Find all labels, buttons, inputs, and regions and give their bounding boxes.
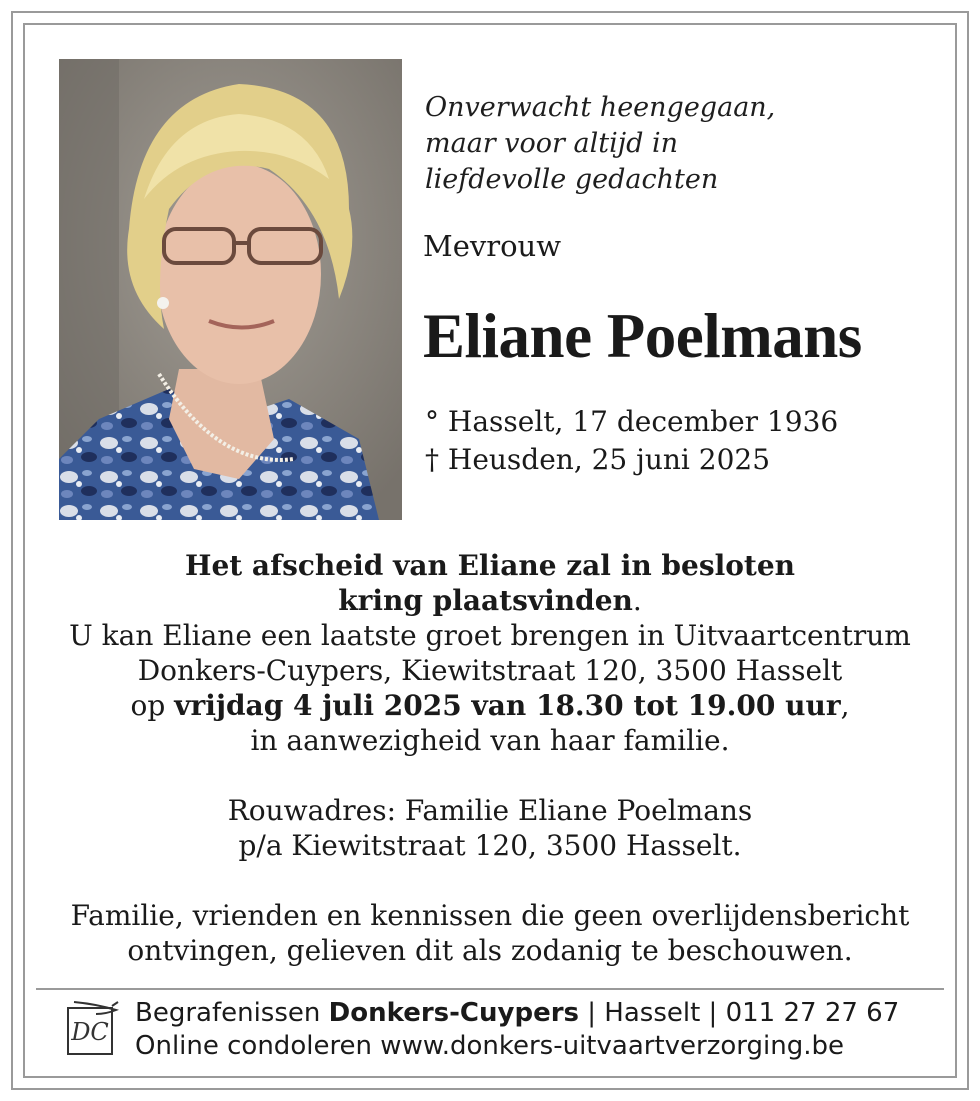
address-line: p/a Kiewitstraat 120, 3500 Hasselt. bbox=[238, 829, 742, 862]
funeral-home-logo bbox=[66, 1000, 120, 1058]
deceased-name: Eliane Poelmans bbox=[423, 301, 862, 371]
farewell-bold-line: kring plaatsvinden bbox=[338, 584, 633, 617]
company-name: Donkers-Cuypers bbox=[328, 998, 580, 1028]
condolence-link[interactable]: Online condoleren www.donkers-uitvaartverzorging.be bbox=[135, 1031, 844, 1061]
farewell-line-pre: op bbox=[130, 689, 175, 722]
notice-line: Familie, vrienden en kennissen die geen overlijdensbericht bbox=[70, 899, 910, 932]
notice-line: ontvingen, gelieven dit als zodanig te beschouwen. bbox=[127, 934, 853, 967]
address-line: Rouwadres: Familie Eliane Poelmans bbox=[227, 794, 753, 827]
portrait-photo bbox=[59, 59, 402, 520]
visitation-time: vrijdag 4 juli 2025 van 18.30 tot 19.00 uur bbox=[174, 689, 841, 722]
footer-prefix: Begrafenissen bbox=[135, 998, 329, 1028]
salutation: Mevrouw bbox=[423, 229, 562, 263]
announcement-body bbox=[36, 548, 944, 968]
death-date: † Heusden, 25 juni 2025 bbox=[425, 443, 771, 476]
footer-contact: | Hasselt | 011 27 27 67 bbox=[579, 998, 900, 1028]
motto bbox=[425, 90, 925, 198]
motto-line: liefdevolle gedachten bbox=[425, 164, 719, 195]
farewell-line: U kan Eliane een laatste groet brengen in Uitvaartcentrum bbox=[69, 619, 911, 652]
farewell-period: . bbox=[632, 584, 642, 617]
logo-letters: DC bbox=[71, 1018, 109, 1046]
life-dates bbox=[425, 403, 838, 479]
motto-line: Onverwacht heengegaan, bbox=[425, 92, 776, 123]
motto-line: maar voor altijd in bbox=[425, 128, 679, 159]
farewell-line: in aanwezigheid van haar familie. bbox=[250, 724, 730, 757]
birth-date: ° Hasselt, 17 december 1936 bbox=[425, 405, 839, 438]
farewell-bold-line: Het afscheid van Eliane zal in besloten bbox=[184, 549, 796, 582]
footer bbox=[135, 997, 935, 1063]
farewell-line: Donkers-Cuypers, Kiewitstraat 120, 3500 Hasselt bbox=[137, 654, 843, 687]
divider bbox=[36, 988, 944, 990]
farewell-line-post: , bbox=[840, 689, 850, 722]
